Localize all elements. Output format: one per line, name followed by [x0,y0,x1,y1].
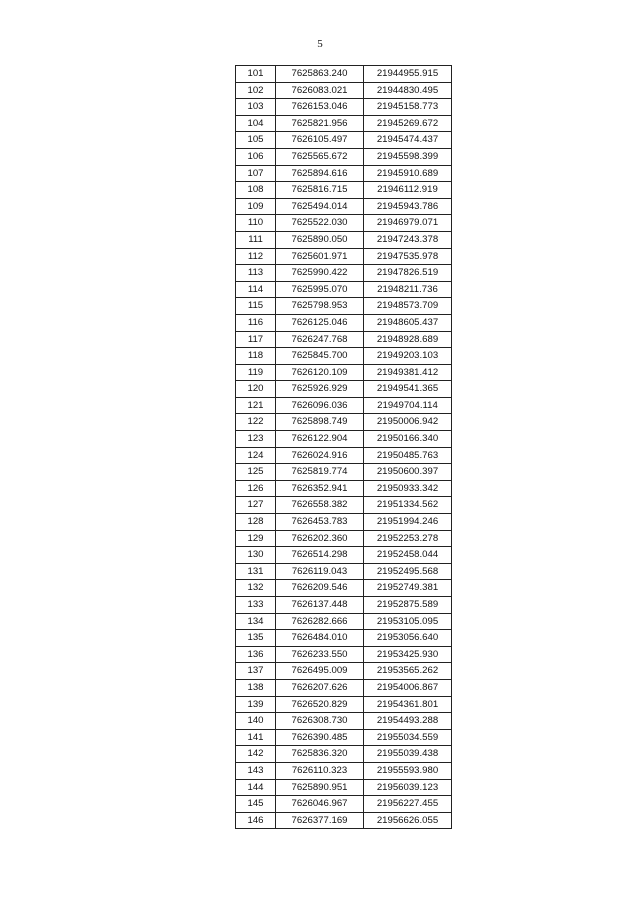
table-row [236,248,452,265]
table-row [236,165,452,182]
x-coordinate-cell: 7625601.971 [276,248,364,265]
y-coordinate-cell: 21947243.378 [364,231,452,248]
y-coordinate-cell: 21944955.915 [364,66,452,83]
point-number-cell: 118 [236,348,276,365]
y-coordinate-cell: 21952749.381 [364,580,452,597]
y-coordinate-cell: 21956626.055 [364,812,452,829]
x-coordinate-cell: 7625836.320 [276,746,364,763]
point-number-cell: 113 [236,265,276,282]
y-coordinate-cell: 21947826.519 [364,265,452,282]
table-row [236,464,452,481]
x-coordinate-cell: 7625890.951 [276,779,364,796]
point-number-cell: 124 [236,447,276,464]
y-coordinate-cell: 21954493.288 [364,713,452,730]
table-row [236,182,452,199]
point-number-cell: 120 [236,381,276,398]
point-number-cell: 131 [236,563,276,580]
page-number: 5 [317,38,323,50]
coordinates-table-body [236,66,452,829]
table-row [236,663,452,680]
x-coordinate-cell: 7625863.240 [276,66,364,83]
point-number-cell: 106 [236,148,276,165]
y-coordinate-cell: 21950600.397 [364,464,452,481]
point-number-cell: 104 [236,115,276,132]
y-coordinate-cell: 21946979.071 [364,215,452,232]
table-row [236,514,452,531]
x-coordinate-cell: 7626153.046 [276,99,364,116]
x-coordinate-cell: 7625990.422 [276,265,364,282]
point-number-cell: 103 [236,99,276,116]
x-coordinate-cell: 7626046.967 [276,796,364,813]
table-row [236,364,452,381]
y-coordinate-cell: 21945269.672 [364,115,452,132]
x-coordinate-cell: 7626120.109 [276,364,364,381]
y-coordinate-cell: 21953425.930 [364,646,452,663]
table-row [236,812,452,829]
table-row [236,530,452,547]
x-coordinate-cell: 7625926.929 [276,381,364,398]
table-row [236,713,452,730]
y-coordinate-cell: 21951994.246 [364,514,452,531]
x-coordinate-cell: 7625845.700 [276,348,364,365]
x-coordinate-cell: 7626125.046 [276,314,364,331]
x-coordinate-cell: 7625522.030 [276,215,364,232]
table-row [236,414,452,431]
x-coordinate-cell: 7626390.485 [276,729,364,746]
x-coordinate-cell: 7625565.672 [276,148,364,165]
point-number-cell: 105 [236,132,276,149]
table-row [236,148,452,165]
point-number-cell: 144 [236,779,276,796]
point-number-cell: 135 [236,630,276,647]
table-row [236,397,452,414]
y-coordinate-cell: 21949203.103 [364,348,452,365]
table-row [236,381,452,398]
point-number-cell: 129 [236,530,276,547]
point-number-cell: 145 [236,796,276,813]
table-row [236,115,452,132]
x-coordinate-cell: 7626282.666 [276,613,364,630]
y-coordinate-cell: 21954361.801 [364,696,452,713]
table-row [236,630,452,647]
point-number-cell: 121 [236,397,276,414]
x-coordinate-cell: 7625995.070 [276,281,364,298]
point-number-cell: 116 [236,314,276,331]
x-coordinate-cell: 7626308.730 [276,713,364,730]
x-coordinate-cell: 7626233.550 [276,646,364,663]
table-row [236,348,452,365]
x-coordinate-cell: 7626495.009 [276,663,364,680]
y-coordinate-cell: 21947535.978 [364,248,452,265]
y-coordinate-cell: 21951334.562 [364,497,452,514]
y-coordinate-cell: 21955039.438 [364,746,452,763]
table-row [236,82,452,99]
point-number-cell: 101 [236,66,276,83]
point-number-cell: 107 [236,165,276,182]
x-coordinate-cell: 7625819.774 [276,464,364,481]
table-row [236,198,452,215]
x-coordinate-cell: 7626202.360 [276,530,364,547]
y-coordinate-cell: 21953056.640 [364,630,452,647]
y-coordinate-cell: 21945474.437 [364,132,452,149]
table-row [236,431,452,448]
y-coordinate-cell: 21949541.365 [364,381,452,398]
y-coordinate-cell: 21950933.342 [364,480,452,497]
point-number-cell: 140 [236,713,276,730]
point-number-cell: 127 [236,497,276,514]
x-coordinate-cell: 7625494.014 [276,198,364,215]
x-coordinate-cell: 7626247.768 [276,331,364,348]
x-coordinate-cell: 7626110.323 [276,762,364,779]
point-number-cell: 137 [236,663,276,680]
y-coordinate-cell: 21950485.763 [364,447,452,464]
y-coordinate-cell: 21954006.867 [364,679,452,696]
x-coordinate-cell: 7626520.829 [276,696,364,713]
x-coordinate-cell: 7626484.010 [276,630,364,647]
table-row [236,331,452,348]
y-coordinate-cell: 21948573.709 [364,298,452,315]
point-number-cell: 108 [236,182,276,199]
table-row [236,480,452,497]
y-coordinate-cell: 21956039.123 [364,779,452,796]
y-coordinate-cell: 21948211.736 [364,281,452,298]
point-number-cell: 132 [236,580,276,597]
point-number-cell: 141 [236,729,276,746]
table-row [236,265,452,282]
table-row [236,597,452,614]
y-coordinate-cell: 21949381.412 [364,364,452,381]
x-coordinate-cell: 7626137.448 [276,597,364,614]
y-coordinate-cell: 21956227.455 [364,796,452,813]
table-row [236,646,452,663]
point-number-cell: 109 [236,198,276,215]
point-number-cell: 134 [236,613,276,630]
x-coordinate-cell: 7626105.497 [276,132,364,149]
x-coordinate-cell: 7625821.956 [276,115,364,132]
table-row [236,796,452,813]
x-coordinate-cell: 7625798.953 [276,298,364,315]
point-number-cell: 126 [236,480,276,497]
point-number-cell: 138 [236,679,276,696]
point-number-cell: 146 [236,812,276,829]
point-number-cell: 112 [236,248,276,265]
table-row [236,563,452,580]
point-number-cell: 123 [236,431,276,448]
x-coordinate-cell: 7626122.904 [276,431,364,448]
y-coordinate-cell: 21949704.114 [364,397,452,414]
y-coordinate-cell: 21948928.689 [364,331,452,348]
point-number-cell: 143 [236,762,276,779]
x-coordinate-cell: 7625890.050 [276,231,364,248]
point-number-cell: 136 [236,646,276,663]
table-row [236,215,452,232]
table-row [236,696,452,713]
table-row [236,497,452,514]
point-number-cell: 119 [236,364,276,381]
y-coordinate-cell: 21946112.919 [364,182,452,199]
point-number-cell: 110 [236,215,276,232]
x-coordinate-cell: 7626352.941 [276,480,364,497]
table-row [236,231,452,248]
x-coordinate-cell: 7626377.169 [276,812,364,829]
x-coordinate-cell: 7626119.043 [276,563,364,580]
table-row [236,447,452,464]
y-coordinate-cell: 21945943.786 [364,198,452,215]
x-coordinate-cell: 7626209.546 [276,580,364,597]
y-coordinate-cell: 21953105.095 [364,613,452,630]
y-coordinate-cell: 21952875.589 [364,597,452,614]
point-number-cell: 142 [236,746,276,763]
table-row [236,99,452,116]
table-row [236,762,452,779]
y-coordinate-cell: 21952458.044 [364,547,452,564]
table-row [236,779,452,796]
x-coordinate-cell: 7625816.715 [276,182,364,199]
y-coordinate-cell: 21955034.559 [364,729,452,746]
coordinates-table [235,65,452,829]
point-number-cell: 133 [236,597,276,614]
y-coordinate-cell: 21952495.568 [364,563,452,580]
y-coordinate-cell: 21955593.980 [364,762,452,779]
point-number-cell: 125 [236,464,276,481]
y-coordinate-cell: 21952253.278 [364,530,452,547]
y-coordinate-cell: 21948605.437 [364,314,452,331]
y-coordinate-cell: 21945158.773 [364,99,452,116]
point-number-cell: 122 [236,414,276,431]
table-row [236,580,452,597]
y-coordinate-cell: 21944830.495 [364,82,452,99]
point-number-cell: 114 [236,281,276,298]
x-coordinate-cell: 7625894.616 [276,165,364,182]
point-number-cell: 111 [236,231,276,248]
x-coordinate-cell: 7626024.916 [276,447,364,464]
x-coordinate-cell: 7626514.298 [276,547,364,564]
point-number-cell: 128 [236,514,276,531]
x-coordinate-cell: 7626083.021 [276,82,364,99]
y-coordinate-cell: 21945598.399 [364,148,452,165]
table-row [236,613,452,630]
x-coordinate-cell: 7626207.626 [276,679,364,696]
x-coordinate-cell: 7626096.036 [276,397,364,414]
table-row [236,66,452,83]
y-coordinate-cell: 21953565.262 [364,663,452,680]
y-coordinate-cell: 21950166.340 [364,431,452,448]
point-number-cell: 115 [236,298,276,315]
table-row [236,132,452,149]
y-coordinate-cell: 21950006.942 [364,414,452,431]
point-number-cell: 130 [236,547,276,564]
table-row [236,729,452,746]
table-row [236,547,452,564]
table-row [236,281,452,298]
point-number-cell: 117 [236,331,276,348]
table-row [236,679,452,696]
x-coordinate-cell: 7626453.783 [276,514,364,531]
table-row [236,314,452,331]
x-coordinate-cell: 7625898.749 [276,414,364,431]
point-number-cell: 102 [236,82,276,99]
table-row [236,298,452,315]
y-coordinate-cell: 21945910.689 [364,165,452,182]
x-coordinate-cell: 7626558.382 [276,497,364,514]
point-number-cell: 139 [236,696,276,713]
table-row [236,746,452,763]
